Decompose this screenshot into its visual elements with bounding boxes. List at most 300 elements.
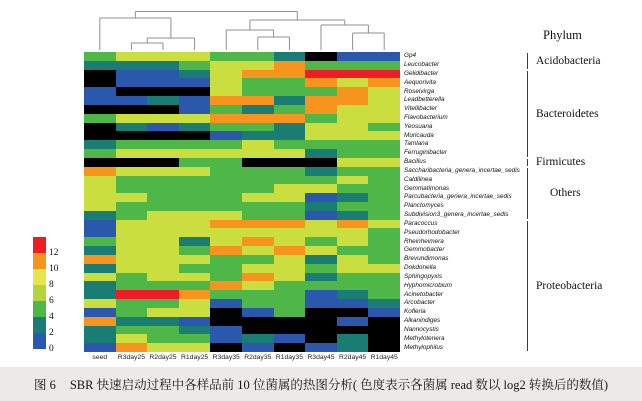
heatmap-cell <box>337 131 369 140</box>
heatmap-cell <box>84 299 116 308</box>
legend-color-band <box>33 269 46 285</box>
heatmap-cell <box>368 114 400 123</box>
heatmap-cell <box>274 317 306 326</box>
heatmap-cell <box>368 149 400 158</box>
heatmap-cell <box>337 343 369 352</box>
heatmap-cell <box>242 158 274 167</box>
heatmap-cell <box>84 317 116 326</box>
legend-tick-label: 10 <box>49 264 59 274</box>
heatmap-cell <box>84 193 116 202</box>
heatmap-cell <box>337 228 369 237</box>
phylum-label: Proteobacteria <box>536 279 603 292</box>
heatmap-cell <box>116 202 148 211</box>
heatmap-cell <box>368 105 400 114</box>
heatmap-cell <box>274 334 306 343</box>
heatmap-cell <box>179 202 211 211</box>
heatmap-cell <box>84 264 116 273</box>
heatmap-cell <box>84 290 116 299</box>
heatmap-cell <box>210 96 242 105</box>
heatmap-cell <box>337 167 369 176</box>
heatmap-cell <box>274 140 306 149</box>
heatmap-cell <box>274 96 306 105</box>
row-label: Sphingopyxis <box>404 272 443 280</box>
heatmap-cell <box>147 334 179 343</box>
legend-tick-label: 8 <box>49 280 54 290</box>
heatmap-cell <box>210 273 242 282</box>
heatmap-cell <box>147 246 179 255</box>
column-label: R2day35 <box>244 354 272 361</box>
heatmap-cell <box>368 61 400 70</box>
heatmap-cell <box>179 246 211 255</box>
heatmap-cell <box>179 176 211 185</box>
heatmap-cell <box>210 228 242 237</box>
heatmap-cell <box>179 228 211 237</box>
phylum-bracket-firmicutes <box>527 156 586 169</box>
heatmap-cell <box>84 237 116 246</box>
heatmap-cell <box>274 299 306 308</box>
heatmap-cell <box>368 158 400 167</box>
heatmap-cell <box>179 326 211 335</box>
heatmap-cell <box>368 176 400 185</box>
heatmap-cell <box>84 52 116 61</box>
heatmap-cell <box>116 96 148 105</box>
heatmap-cell <box>210 114 242 123</box>
row-label: Roseivirga <box>404 87 435 95</box>
row-label: Paracoccus <box>404 219 438 227</box>
heatmap-cell <box>274 114 306 123</box>
heatmap-cell <box>368 317 400 326</box>
heatmap-cell <box>274 193 306 202</box>
heatmap-cell <box>84 87 116 96</box>
heatmap-cell <box>84 326 116 335</box>
heatmap-cell <box>242 317 274 326</box>
figure-caption <box>0 367 642 401</box>
heatmap-cell <box>274 167 306 176</box>
heatmap-cell <box>274 326 306 335</box>
heatmap-cell <box>210 281 242 290</box>
heatmap-cell <box>242 299 274 308</box>
heatmap-cell <box>116 61 148 70</box>
heatmap-cell <box>210 105 242 114</box>
heatmap-cell <box>147 299 179 308</box>
heatmap-cell <box>368 96 400 105</box>
legend-color-band <box>33 317 46 333</box>
heatmap-cell <box>147 193 179 202</box>
heatmap-cell <box>274 343 306 352</box>
row-label: Tamlana <box>404 140 429 148</box>
heatmap-cell <box>147 114 179 123</box>
heatmap-cell <box>210 149 242 158</box>
heatmap-cell <box>147 202 179 211</box>
row-label: Gp4 <box>404 52 417 60</box>
heatmap-cell <box>179 158 211 167</box>
heatmap-cell <box>305 140 337 149</box>
heatmap-cell <box>179 61 211 70</box>
heatmap-cell <box>210 158 242 167</box>
heatmap-cell <box>337 52 369 61</box>
heatmap-cell <box>337 211 369 220</box>
heatmap-cell <box>368 167 400 176</box>
heatmap-cell <box>147 70 179 79</box>
heatmap-cell <box>337 255 369 264</box>
heatmap-cell <box>368 123 400 132</box>
heatmap-cell <box>274 105 306 114</box>
heatmap-cell <box>179 281 211 290</box>
row-label: Arcobacter <box>404 299 435 307</box>
heatmap-cell <box>147 87 179 96</box>
heatmap-cell <box>116 334 148 343</box>
heatmap-cell <box>337 78 369 87</box>
heatmap-cell <box>305 149 337 158</box>
heatmap-cell <box>368 255 400 264</box>
column-label: R1day45 <box>370 354 398 361</box>
heatmap-cell <box>242 326 274 335</box>
heatmap-cell <box>147 308 179 317</box>
heatmap-cell <box>242 131 274 140</box>
row-label: Acinetobacter <box>404 290 444 298</box>
heatmap-cell <box>274 308 306 317</box>
heatmap-cell <box>116 281 148 290</box>
heatmap-cell <box>147 237 179 246</box>
heatmap-cell <box>84 211 116 220</box>
heatmap-cell <box>84 184 116 193</box>
heatmap-cell <box>84 273 116 282</box>
heatmap-cell <box>179 167 211 176</box>
heatmap-cell <box>179 52 211 61</box>
heatmap-cell <box>116 193 148 202</box>
heatmap-cell <box>337 281 369 290</box>
heatmap-cell <box>147 52 179 61</box>
column-label: R1day25 <box>180 354 209 361</box>
heatmap-cell <box>116 149 148 158</box>
heatmap-cell <box>274 123 306 132</box>
heatmap-cell <box>179 96 211 105</box>
heatmap-cell <box>84 281 116 290</box>
heatmap-cell <box>305 87 337 96</box>
heatmap-cell <box>116 52 148 61</box>
heatmap-cell <box>242 87 274 96</box>
heatmap-cell <box>242 237 274 246</box>
heatmap-cell <box>242 220 274 229</box>
figure-caption-text: SBR 快速启动过程中各样品前 10 位菌属的热图分析( 色度表示各菌属 read 数以 log2 转换后的数值) <box>69 378 609 392</box>
heatmap-cell <box>368 193 400 202</box>
row-label: Pseudorhodobacter <box>404 228 460 236</box>
heatmap-cell <box>84 158 116 167</box>
heatmap-cell <box>305 105 337 114</box>
phylum-label: Others <box>550 187 581 200</box>
heatmap-cell <box>179 193 211 202</box>
heatmap-cell <box>305 96 337 105</box>
heatmap-cell <box>84 96 116 105</box>
heatmap-cell <box>368 78 400 87</box>
heatmap-cell <box>179 140 211 149</box>
heatmap-cell <box>242 114 274 123</box>
heatmap-cell <box>305 184 337 193</box>
heatmap-cell <box>274 52 306 61</box>
heatmap-cell <box>116 105 148 114</box>
heatmap-cell <box>147 184 179 193</box>
heatmap-cell <box>242 176 274 185</box>
heatmap-cell <box>305 255 337 264</box>
heatmap-cell <box>274 184 306 193</box>
heatmap-cell <box>147 220 179 229</box>
row-label: Nannocystis <box>404 325 439 333</box>
heatmap-cell <box>305 78 337 87</box>
heatmap-cell <box>305 158 337 167</box>
heatmap-cell <box>84 78 116 87</box>
heatmap-cell <box>147 255 179 264</box>
legend-color-band <box>33 285 46 301</box>
color-scale-legend <box>33 237 73 353</box>
heatmap-cell <box>116 158 148 167</box>
row-label: Flavobacterium <box>404 114 448 121</box>
heatmap-cell <box>147 264 179 273</box>
heatmap-cell <box>305 264 337 273</box>
heatmap-cell <box>274 158 306 167</box>
row-label: Yeosuana <box>404 122 433 130</box>
legend-color-band <box>33 333 46 349</box>
heatmap-cell <box>210 326 242 335</box>
heatmap-cell <box>337 96 369 105</box>
heatmap-grid <box>84 52 400 352</box>
heatmap-cell <box>179 317 211 326</box>
heatmap-cell <box>242 52 274 61</box>
heatmap-cell <box>305 343 337 352</box>
heatmap-cell <box>179 70 211 79</box>
heatmap-cell <box>179 308 211 317</box>
heatmap-cell <box>274 211 306 220</box>
heatmap-cell <box>116 70 148 79</box>
row-label: Alkanindiges <box>404 317 441 325</box>
heatmap-cell <box>84 70 116 79</box>
row-label: Hyphomicrobium <box>404 281 452 289</box>
heatmap-cell <box>84 105 116 114</box>
phylum-bracket-bacteroidetes <box>527 71 599 157</box>
legend-tick-label: 4 <box>49 312 54 322</box>
heatmap-cell <box>179 149 211 158</box>
heatmap-cell <box>305 131 337 140</box>
row-label: Muricauda <box>404 131 434 139</box>
heatmap-cell <box>368 334 400 343</box>
heatmap-cell <box>337 158 369 167</box>
heatmap-cell <box>242 264 274 273</box>
heatmap-cell <box>116 290 148 299</box>
heatmap-cell <box>116 228 148 237</box>
heatmap-cell <box>242 105 274 114</box>
heatmap-cell <box>305 281 337 290</box>
heatmap-cell <box>179 255 211 264</box>
heatmap-cell <box>147 158 179 167</box>
heatmap-cell <box>337 149 369 158</box>
heatmap-cell <box>305 299 337 308</box>
heatmap-cell <box>116 255 148 264</box>
heatmap-cell <box>116 343 148 352</box>
heatmap-cell <box>147 211 179 220</box>
row-label: Methylophilus <box>404 343 444 351</box>
heatmap-cell <box>147 343 179 352</box>
heatmap-cell <box>179 123 211 132</box>
row-label: Leadbetterella <box>404 96 445 104</box>
heatmap-cell <box>210 264 242 273</box>
heatmap-cell <box>210 140 242 149</box>
heatmap-cell <box>210 290 242 299</box>
heatmap-cell <box>210 317 242 326</box>
heatmap-cell <box>242 334 274 343</box>
heatmap-cell <box>337 220 369 229</box>
heatmap-cell <box>84 308 116 317</box>
row-label: Dokdonella <box>404 264 436 272</box>
heatmap-cell <box>179 87 211 96</box>
heatmap-cell <box>337 246 369 255</box>
column-label: R3day25 <box>117 354 145 361</box>
heatmap-cell <box>210 202 242 211</box>
heatmap-cell <box>274 78 306 87</box>
heatmap-cell <box>116 211 148 220</box>
heatmap-cell <box>116 220 148 229</box>
heatmap-cell <box>84 246 116 255</box>
heatmap-cell <box>179 220 211 229</box>
heatmap-cell <box>179 131 211 140</box>
heatmap-cell <box>210 70 242 79</box>
row-label: Saccharibacteria_genera_incertae_sedis <box>404 166 520 174</box>
heatmap-cell <box>147 317 179 326</box>
heatmap-cell <box>368 264 400 273</box>
heatmap-cell <box>337 184 369 193</box>
heatmap-cell <box>147 123 179 132</box>
heatmap-cell <box>84 140 116 149</box>
row-label: Bacillus <box>404 158 427 166</box>
heatmap-cell <box>116 167 148 176</box>
heatmap-cell <box>84 149 116 158</box>
heatmap-cell <box>368 202 400 211</box>
heatmap-cell <box>210 334 242 343</box>
heatmap-cell <box>305 237 337 246</box>
heatmap-cell <box>242 167 274 176</box>
heatmap-cell <box>305 52 337 61</box>
heatmap-cell <box>368 290 400 299</box>
row-label: Kofleria <box>404 308 426 316</box>
heatmap-cell <box>305 220 337 229</box>
heatmap-cell <box>337 237 369 246</box>
heatmap-cell <box>337 105 369 114</box>
heatmap-cell <box>210 78 242 87</box>
heatmap-cell <box>368 87 400 96</box>
heatmap-cell <box>274 255 306 264</box>
heatmap-cell <box>210 184 242 193</box>
heatmap-cell <box>84 131 116 140</box>
heatmap-cell <box>116 114 148 123</box>
row-label: Ferruginibacter <box>404 149 447 157</box>
heatmap-cell <box>242 96 274 105</box>
heatmap-cell <box>84 202 116 211</box>
heatmap-cell <box>305 61 337 70</box>
row-label: Vitellibacter <box>404 105 437 113</box>
row-label: Gelidibacter <box>404 69 439 77</box>
heatmap-cell <box>305 193 337 202</box>
phylum-column-title: Phylum <box>543 28 582 42</box>
heatmap-cell <box>116 273 148 282</box>
heatmap-cell <box>368 237 400 246</box>
row-label: Brevundimonas <box>404 255 449 263</box>
heatmap-cell <box>274 149 306 158</box>
heatmap-cell <box>368 211 400 220</box>
heatmap-cell <box>368 343 400 352</box>
heatmap-cell <box>84 167 116 176</box>
heatmap-cell <box>368 281 400 290</box>
row-label: Methylotenera <box>404 334 445 342</box>
heatmap-cell <box>116 78 148 87</box>
phylum-label: Acidobacteria <box>536 54 601 67</box>
heatmap-cell <box>337 87 369 96</box>
legend-color-band <box>33 301 46 317</box>
heatmap-cell <box>147 78 179 87</box>
legend-tick-label: 12 <box>49 248 59 258</box>
heatmap-cell <box>210 343 242 352</box>
column-label: R1day35 <box>275 354 303 361</box>
heatmap-cell <box>242 255 274 264</box>
heatmap-cell <box>147 290 179 299</box>
heatmap-cell <box>147 167 179 176</box>
heatmap-cell <box>305 211 337 220</box>
heatmap-cell <box>116 326 148 335</box>
heatmap-cell <box>84 220 116 229</box>
heatmap-cell <box>84 123 116 132</box>
row-label: Planctomyces <box>404 202 444 210</box>
heatmap-cell <box>274 87 306 96</box>
heatmap-cell <box>242 140 274 149</box>
heatmap-cell <box>179 273 211 282</box>
heatmap-cell <box>116 140 148 149</box>
heatmap-cell <box>242 211 274 220</box>
heatmap-cell <box>337 264 369 273</box>
heatmap-cell <box>147 131 179 140</box>
heatmap-cell <box>179 343 211 352</box>
column-labels <box>84 354 400 364</box>
heatmap-cell <box>242 149 274 158</box>
heatmap-cell <box>305 317 337 326</box>
heatmap-cell <box>242 70 274 79</box>
heatmap-cell <box>305 290 337 299</box>
heatmap-cell <box>242 61 274 70</box>
heatmap-cell <box>242 184 274 193</box>
heatmap-cell <box>147 149 179 158</box>
column-label: seed <box>92 354 108 361</box>
row-label: Aequorivita <box>404 78 436 86</box>
heatmap-cell <box>116 317 148 326</box>
heatmap-cell <box>368 184 400 193</box>
heatmap-cell <box>337 290 369 299</box>
heatmap-cell <box>337 273 369 282</box>
heatmap-cell <box>147 176 179 185</box>
heatmap-cell <box>274 176 306 185</box>
heatmap-cell <box>368 326 400 335</box>
heatmap-cell <box>116 123 148 132</box>
heatmap-cell <box>274 264 306 273</box>
heatmap-cell <box>242 123 274 132</box>
heatmap-cell <box>147 61 179 70</box>
heatmap-cell <box>210 131 242 140</box>
heatmap-cell <box>368 140 400 149</box>
heatmap-cell <box>84 114 116 123</box>
phylum-bracket-proteobacteria <box>527 221 603 351</box>
heatmap-cell <box>274 228 306 237</box>
phylum-label: Firmicutes <box>536 156 586 169</box>
heatmap-cell <box>84 176 116 185</box>
heatmap-cell <box>274 281 306 290</box>
heatmap-cell <box>116 237 148 246</box>
heatmap-cell <box>210 299 242 308</box>
heatmap-cell <box>337 70 369 79</box>
